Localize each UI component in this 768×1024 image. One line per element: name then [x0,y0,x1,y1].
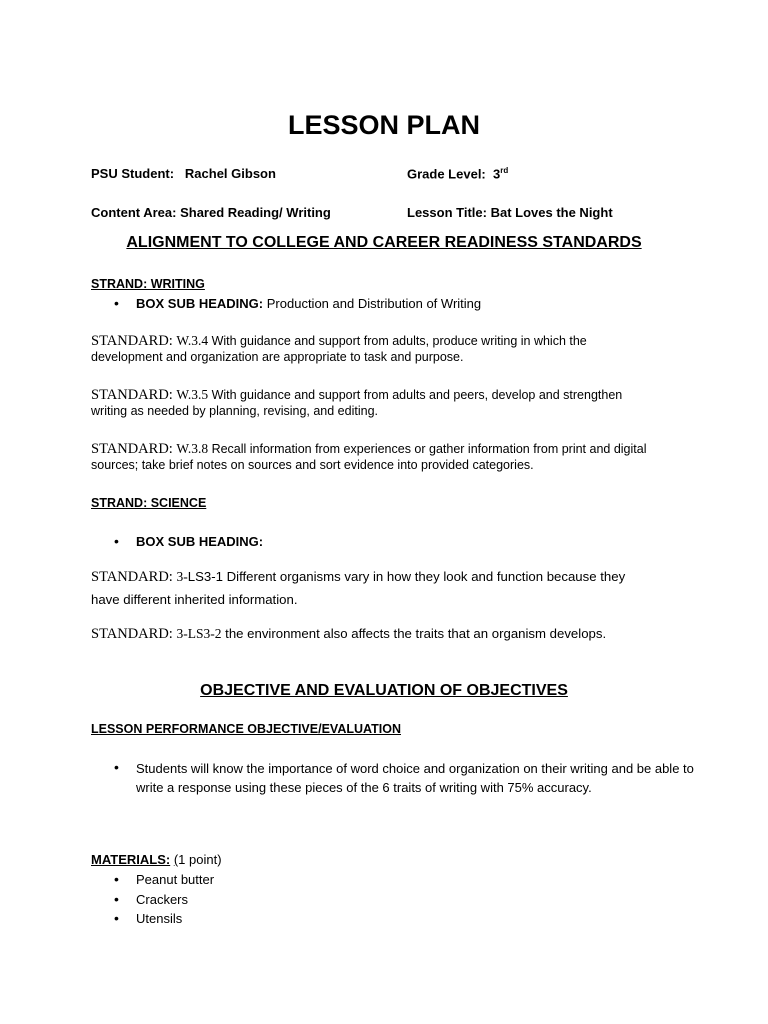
lesson-title-value: Bat Loves the Night [490,205,613,220]
grade-row [407,166,508,181]
bullet-dot: • [114,910,119,926]
materials-points: 1 point) [178,852,222,867]
standard-code: 3-LS3-2 [176,626,222,641]
standard-w38 [91,441,647,458]
standard-w35 [91,387,622,404]
strand-science: STRAND: SCIENCE [91,496,207,510]
objective-text: Students will know the importance of word choice and organization on their writing and be able to write a response using these pieces of the 6 traits of writing with 75% accuracy. [136,761,694,795]
standard-3ls32 [91,626,606,643]
standard-3ls31 [91,569,625,586]
bullet-dot: • [114,533,119,549]
bullet-dot: • [114,891,119,907]
student-row [91,166,276,181]
bullet-dot: • [114,871,119,887]
materials-paren: ( [173,852,179,867]
standard-label: STANDARD: [91,333,173,349]
standard-text: With guidance and support from adults, produce writing in which the [211,334,587,348]
standard-text: Different organisms vary in how they look and function because they [226,569,626,584]
list-item: Peanut butter [136,872,215,887]
standard-text: With guidance and support from adults and peers, develop and strengthen [211,388,623,402]
list-item: Crackers [136,892,189,907]
content-row [91,205,331,220]
materials-heading [91,852,222,867]
bullet-dot: • [114,759,119,775]
objective-heading: OBJECTIVE AND EVALUATION OF OBJECTIVES [200,682,568,699]
standard-label: STANDARD: [91,441,173,457]
standard-label: STANDARD: [91,626,173,642]
alignment-heading: ALIGNMENT TO COLLEGE AND CAREER READINESS STANDARDS [126,234,642,251]
box-sub-heading-value: Production and Distribution of Writing [266,296,482,311]
standard-code-suffix: LS3-1 [187,569,223,584]
standard-w38-line2: sources; take brief notes on sources and sort evidence into provided categories. [91,458,534,472]
standard-code: 3- [176,569,188,584]
list-item: Utensils [136,911,183,926]
materials-label: MATERIALS: [91,852,171,867]
standard-w35-line2: writing as needed by planning, revising, and editing. [91,404,378,418]
content-label: Content Area: [91,205,177,220]
standard-code: W.3.8 [176,441,209,456]
standard-text: the environment also affects the traits that an organism develops. [225,626,607,641]
lesson-title-row [407,205,613,220]
standard-w34 [91,333,587,350]
grade-suffix: rd [500,166,509,175]
standard-code: W.3.5 [176,387,209,402]
standard-w34-line2: development and organization are appropriate to task and purpose. [91,350,464,364]
grade-label: Grade Level: [407,166,486,182]
standard-text: Recall information from experiences or gather information from print and digital [211,442,647,456]
standard-label: STANDARD: [91,387,173,403]
bullet-dot: • [114,295,119,311]
standard-3ls31-line2: have different inherited information. [91,592,298,607]
box-sub-heading-science: BOX SUB HEADING: [136,534,264,549]
performance-heading: LESSON PERFORMANCE OBJECTIVE/EVALUATION [91,722,401,736]
student-value: Rachel Gibson [184,166,276,181]
box-sub-heading-writing [136,296,481,311]
box-sub-heading-label: BOX SUB HEADING: [136,296,264,311]
standard-code: W.3.4 [176,333,209,348]
grade-value: 3 [493,166,501,182]
student-label: PSU Student: [91,166,175,181]
lesson-title-label: Lesson Title: [407,205,487,220]
page-title: LESSON PLAN [287,110,481,140]
content-value: Shared Reading/ Writing [180,205,331,220]
strand-writing: STRAND: WRITING [91,277,205,291]
standard-label: STANDARD: [91,569,173,585]
